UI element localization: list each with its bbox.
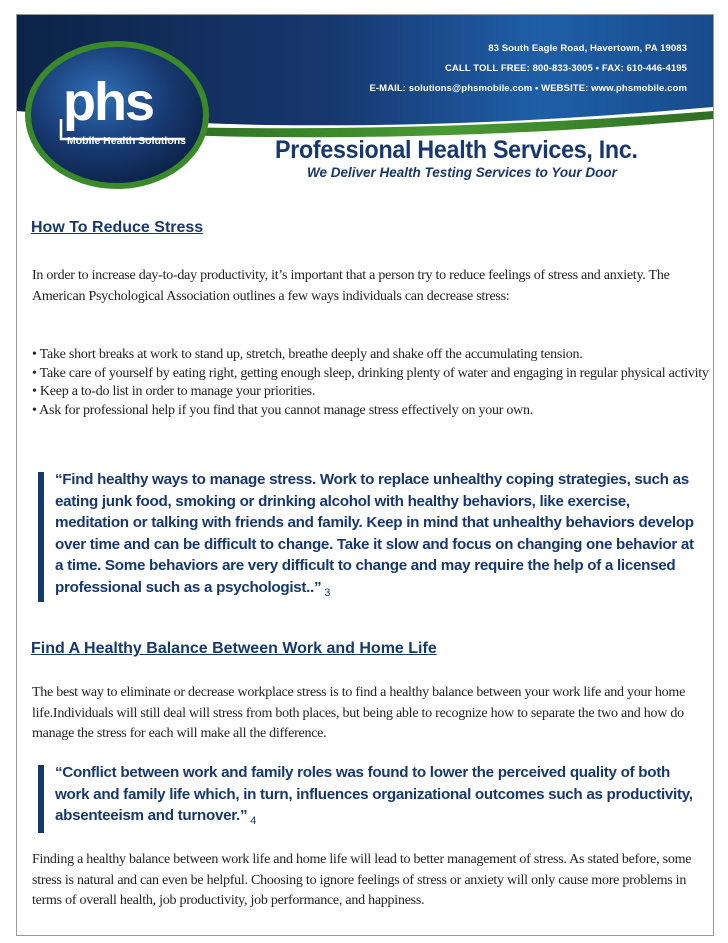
- apa-quote: [55, 469, 705, 600]
- list-item: • Take short breaks at work to stand up, stretch, breathe deeply and shake off the accumulating tension.: [32, 347, 583, 362]
- citation-number: 3: [324, 586, 331, 599]
- contact-address: 83 South Eagle Road, Havertown, PA 19083: [488, 43, 687, 54]
- closing-paragraph: Finding a healthy balance between work life and home life will lead to better management of stress. As stated before, some stress is natural and can even be helpful. Choosing to ignore feelings of stress or anxiety will only cause more problems in terms of overall health, job productivity, job performance, and happiness.: [32, 852, 692, 908]
- letterhead: [17, 15, 713, 205]
- balance-paragraph: The best way to eliminate or decrease workplace stress is to find a healthy balance between your work life and your home life.Individuals will still deal will stress from both places, but being able to recognize how to separate the two and how do manage the stress for each will make all the difference.: [32, 685, 686, 741]
- quote-bar: [38, 765, 44, 833]
- quote-bar: [38, 472, 44, 602]
- list-item: • Keep a to-do list in order to manage your priorities.: [32, 384, 316, 399]
- section-heading-reduce-stress: How To Reduce Stress: [31, 219, 204, 236]
- quote-text: “Conflict between work and family roles was found to lower the perceived quality of both work and family life which, in turn, influences organizational outcomes such as productivity, absenteeism and turnover.”: [55, 764, 693, 824]
- section-heading-work-home-balance: Find A Healthy Balance Between Work and Home Life: [31, 640, 437, 657]
- stress-tips-list: [32, 346, 716, 420]
- list-item: • Take care of yourself by eating right, getting enough sleep, drinking plenty of water and engaging in regular physical activity: [32, 365, 709, 381]
- intro-paragraph: In order to increase day-to-day productivity, it’s important that a person try to reduce feelings of stress and anxiety. The American Psychological Association outlines a few ways individuals can decrease stress:: [32, 268, 670, 304]
- logo-subtitle: Mobile Health Solutions: [67, 135, 187, 147]
- citation-number: 4: [250, 815, 257, 827]
- conflict-quote: [55, 762, 705, 829]
- logo-wordmark: phs: [63, 72, 154, 132]
- company-name: Professional Health Services, Inc.: [275, 136, 638, 164]
- contact-email-website: E-MAIL: solutions@phsmobile.com • WEBSITE: www.phsmobile.com: [369, 83, 687, 94]
- quote-text: “Find healthy ways to manage stress. Work to replace unhealthy coping strategies, such as eating junk food, smoking or drinking alcohol with healthy behaviors, like exercise, meditation or talking with friends and family. Keep in mind that unhealthy behaviors develop over time and can be difficult to change. Take it slow and focus on changing one behavior at a time. Some behaviors are very difficult to change and may require the help of a licensed professional such as a psychologist..”: [55, 471, 694, 596]
- list-item: • Ask for professional help if you find that you cannot manage stress effectively on your own.: [32, 402, 533, 418]
- company-tagline: We Deliver Health Testing Services to Your Door: [307, 165, 617, 180]
- contact-phone-fax: CALL TOLL FREE: 800-833-3005 • FAX: 610-446-4195: [444, 63, 687, 74]
